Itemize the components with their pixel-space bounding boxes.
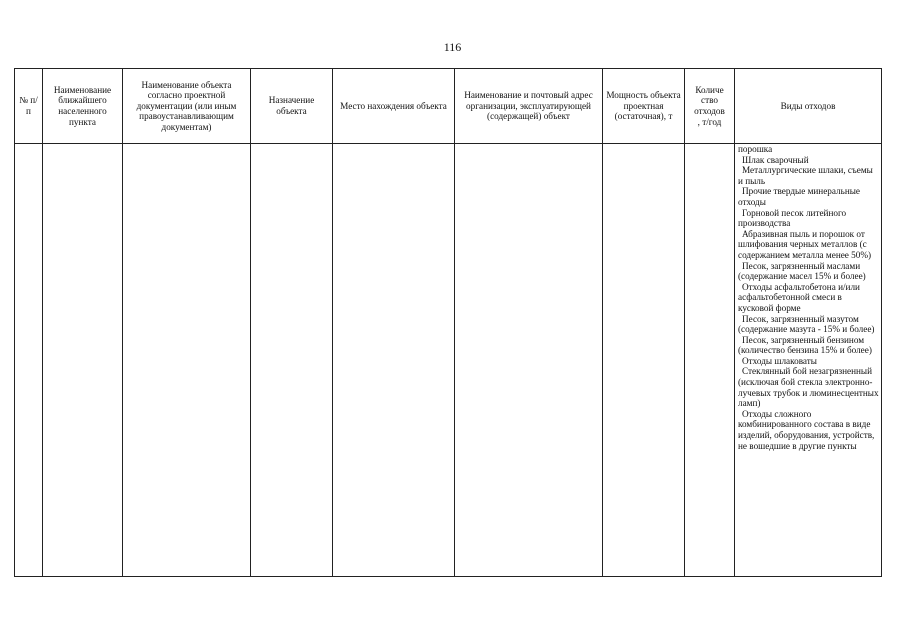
- cell-object-name: [123, 144, 251, 577]
- header-operator: Наименование и почтовый адрес организации, эксплуатирующей (содержащей) объект: [455, 69, 603, 144]
- header-location: Место нахождения объекта: [333, 69, 455, 144]
- cell-number: [15, 144, 43, 577]
- table-row: [15, 144, 882, 577]
- list-item: Отходы асфальтобетона и/или асфальтобетонной смеси в кусковой форме: [738, 281, 860, 313]
- cell-waste-types: [735, 144, 882, 577]
- cell-location: [333, 144, 455, 577]
- list-item: Песок, загрязненный маслами (содержание масел 15% и более): [738, 260, 866, 282]
- list-item: Шлак сварочный: [742, 154, 809, 165]
- list-item: Песок, загрязненный бензином (количество бензина 15% и более): [738, 334, 872, 356]
- list-item: Горновой песок литейного производства: [738, 207, 847, 229]
- header-object-name: Наименование объекта согласно проектной документации (или иным правоустанавливающим документам): [123, 69, 251, 144]
- waste-objects-table: [14, 68, 882, 577]
- header-waste-types: Виды отходов: [735, 69, 882, 144]
- page-number: 116: [443, 40, 462, 54]
- list-item: Отходы шлаковаты: [742, 355, 817, 366]
- header-purpose: Назначение объекта: [251, 69, 333, 144]
- list-item: Стеклянный бой незагрязненный (исключая бой стекла электронно-лучевых трубок и люминесцентных ламп): [738, 366, 879, 409]
- header-waste-quantity: [685, 69, 735, 144]
- cell-waste-quantity: [685, 144, 735, 577]
- cell-purpose: [251, 144, 333, 577]
- cell-capacity: [603, 144, 685, 577]
- list-item: Абразивная пыль и порошок от шлифования черных металлов (с содержанием металла менее 50%): [738, 228, 872, 260]
- header-waste-quantity-line: ство: [701, 95, 718, 106]
- list-item: Прочие твердые минеральные отходы: [738, 186, 860, 207]
- table-header-row: [15, 69, 882, 144]
- header-capacity: Мощность объекта проектная (остаточная), т: [603, 69, 685, 144]
- header-waste-quantity-line: Количе: [695, 84, 724, 95]
- waste-types-list: [737, 144, 879, 451]
- cell-operator: [455, 144, 603, 577]
- header-waste-quantity-line: отходов: [694, 106, 725, 116]
- cell-settlement: [43, 144, 123, 577]
- header-number: № п/п: [15, 69, 43, 144]
- list-item: порошка: [738, 144, 773, 154]
- header-settlement: Наименование ближайшего населенного пункта: [43, 69, 123, 144]
- list-item: Отходы сложного комбинированного состава в виде изделий, оборудования, устройств, не вошедшие в другие пункты: [738, 408, 875, 451]
- list-item: Металлургические шлаки, съемы и пыль: [738, 165, 873, 186]
- header-waste-quantity-line: , т/год: [697, 116, 722, 127]
- list-item: Песок, загрязненный мазутом (содержание мазута - 15% и более): [738, 313, 875, 335]
